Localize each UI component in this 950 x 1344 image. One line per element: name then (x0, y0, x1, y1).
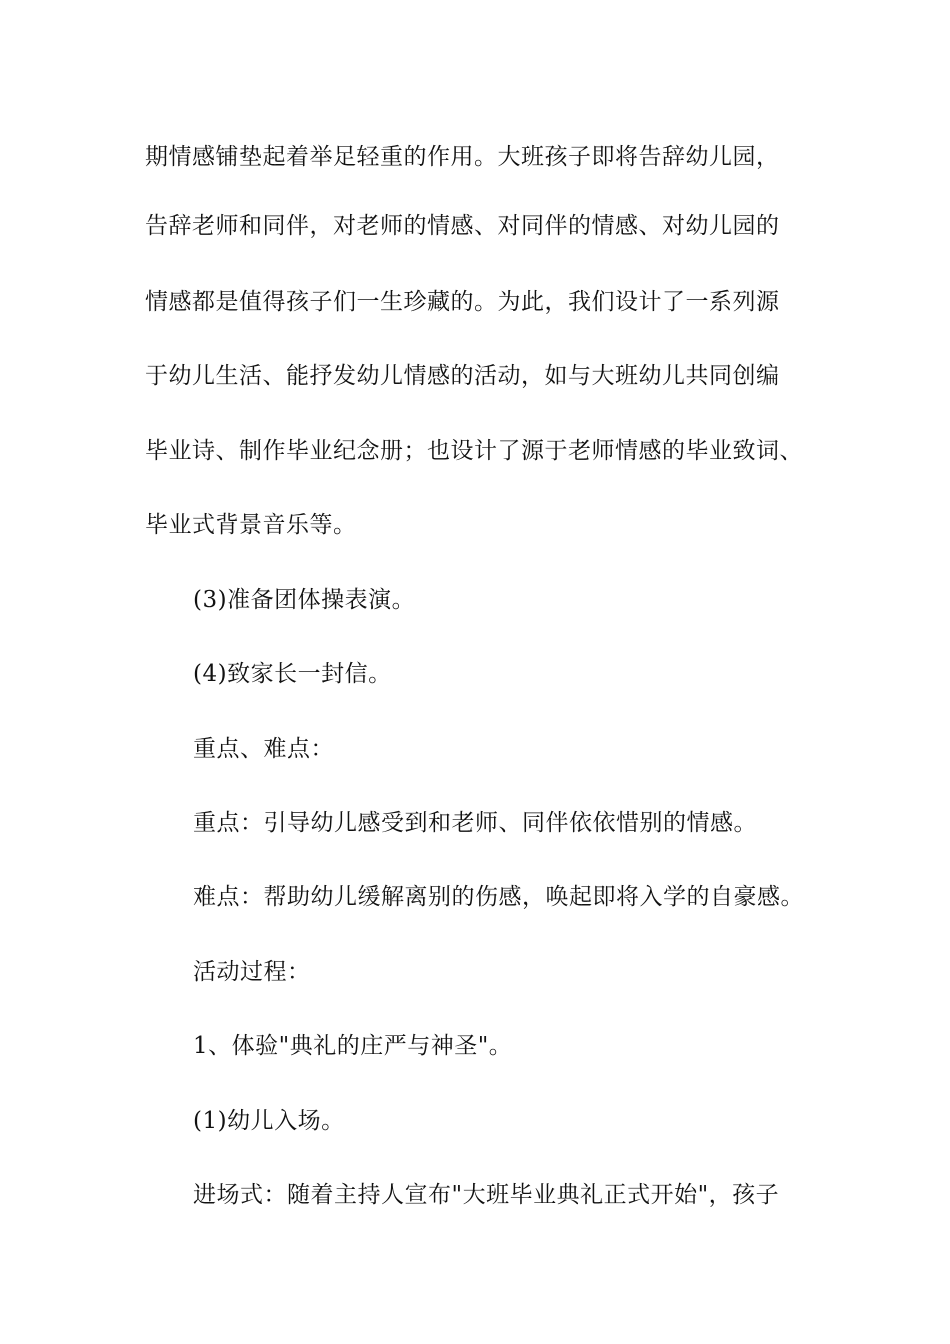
key-points-heading: 重点、难点： (193, 736, 334, 762)
paragraph-line: 于幼儿生活、能抒发幼儿情感的活动，如与大班幼儿共同创编 (145, 363, 780, 389)
entrance-paragraph-line: 进场式：随着主持人宣布"大班毕业典礼正式开始"，孩子 (193, 1182, 780, 1208)
key-point-text: 重点：引导幼儿感受到和老师、同伴依依惜别的情感。 (193, 810, 757, 836)
list-item-4: (4)致家长一封信。 (193, 661, 392, 687)
paragraph-line: 期情感铺垫起着举足轻重的作用。大班孩子即将告辞幼儿园， (145, 144, 780, 170)
paragraph-line: 告辞老师和同伴，对老师的情感、对同伴的情感、对幼儿园的 (145, 213, 780, 239)
process-heading: 活动过程： (193, 959, 311, 985)
step-1-sub-item: (1)幼儿入场。 (193, 1108, 345, 1134)
list-item-3: (3)准备团体操表演。 (193, 587, 416, 613)
paragraph-line: 毕业式背景音乐等。 (145, 512, 357, 538)
paragraph-line: 毕业诗、制作毕业纪念册；也设计了源于老师情感的毕业致词、 (145, 438, 803, 464)
paragraph-line: 情感都是值得孩子们一生珍藏的。为此，我们设计了一系列源 (145, 289, 780, 315)
step-1-heading: 1、体验"典礼的庄严与神圣"。 (193, 1033, 513, 1059)
difficulty-text: 难点：帮助幼儿缓解离别的伤感，唤起即将入学的自豪感。 (193, 884, 804, 910)
